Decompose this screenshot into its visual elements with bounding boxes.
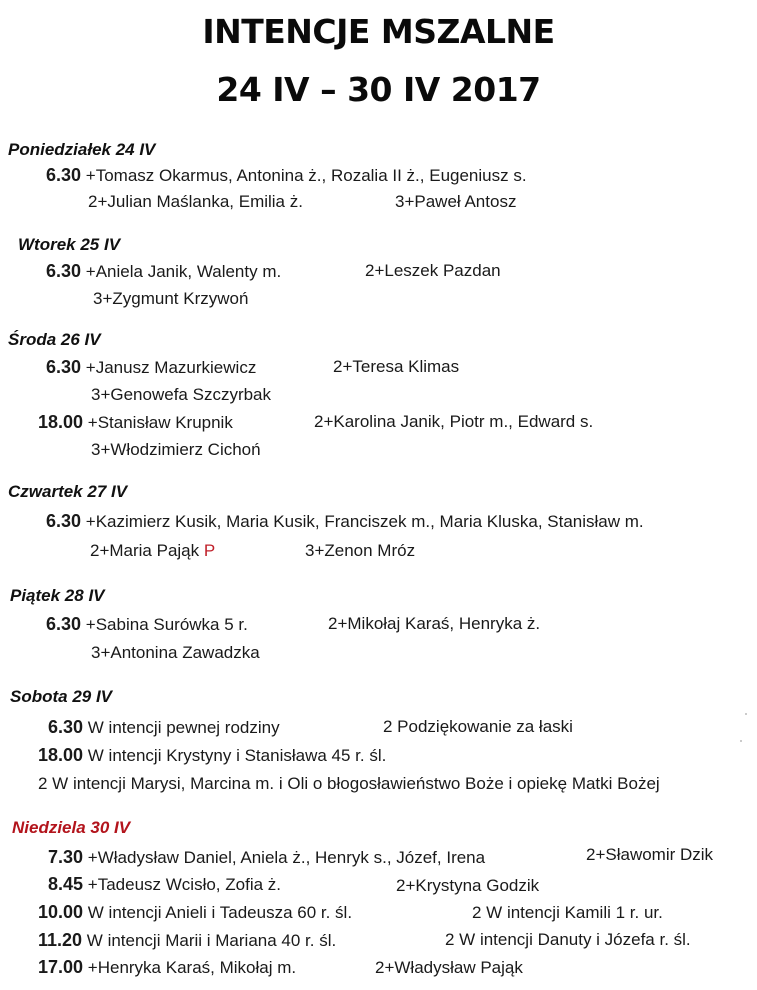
- intention-text: +Janusz Mazurkiewicz: [85, 358, 257, 377]
- intention-text: 2 W intencji Marysi, Marcina m. i Oli o błogosławieństwo Boże i opiekę Matki Bożej: [38, 774, 660, 793]
- intention-text: +Tomasz Okarmus, Antonina ż., Rozalia II ż., Eugeniusz s.: [85, 166, 527, 185]
- intention-text: 2 W intencji Danuty i Józefa r. śl.: [445, 930, 691, 949]
- mass-entry: [48, 847, 485, 868]
- intention-text: 3+Zenon Mróz: [305, 541, 416, 560]
- mass-entry: [46, 165, 527, 186]
- intention-text: [90, 541, 215, 561]
- day-heading-friday: Piątek 28 IV: [10, 586, 105, 605]
- mass-entry: [46, 614, 248, 635]
- intention-text: +Stanisław Krupnik: [87, 413, 233, 432]
- intention-text: +Sabina Surówka 5 r.: [85, 615, 248, 634]
- intention-text: 2+Maria Pająk: [90, 541, 200, 560]
- scan-speck: [740, 740, 742, 742]
- day-heading-thursday: Czwartek 27 IV: [8, 482, 128, 501]
- intention-text: 2+Krystyna Godzik: [396, 876, 540, 895]
- mass-time: 6.30: [48, 717, 84, 737]
- intention-text: 2+Władysław Pająk: [375, 958, 523, 977]
- mass-time: 17.00: [38, 957, 84, 977]
- day-heading-monday: Poniedziałek 24 IV: [8, 140, 156, 159]
- intention-text: 2+Teresa Klimas: [333, 357, 460, 376]
- intention-text: W intencji Anieli i Tadeusza 60 r. śl.: [87, 903, 353, 922]
- mass-entry: [38, 745, 386, 766]
- intention-text: +Władysław Daniel, Aniela ż., Henryk s., Józef, Irena: [87, 848, 486, 867]
- mass-time: 10.00: [38, 902, 84, 922]
- day-heading-saturday: Sobota 29 IV: [10, 687, 113, 706]
- mass-time: 18.00: [38, 745, 84, 765]
- intention-text: 2 W intencji Kamili 1 r. ur.: [472, 903, 663, 922]
- intention-text: 3+Włodzimierz Cichoń: [91, 440, 261, 459]
- intention-text: +Tadeusz Wcisło, Zofia ż.: [87, 875, 281, 894]
- intention-text: 3+Zygmunt Krzywoń: [93, 289, 249, 308]
- document-title: INTENCJE MSZALNE: [202, 12, 555, 51]
- intention-text: 2+Leszek Pazdan: [365, 261, 501, 280]
- intention-text: 2+Sławomir Dzik: [586, 845, 714, 864]
- intention-text: 3+Genowefa Szczyrbak: [91, 385, 272, 404]
- mass-entry: [38, 902, 352, 923]
- intention-text: 2+Mikołaj Karaś, Henryka ż.: [328, 614, 541, 633]
- intention-text: 3+Paweł Antosz: [395, 192, 517, 211]
- day-heading-tuesday: Wtorek 25 IV: [18, 235, 121, 254]
- mass-entry: [38, 930, 336, 951]
- intention-text: 3+Antonina Zawadzka: [91, 643, 260, 662]
- intention-text: W intencji pewnej rodziny: [87, 718, 280, 737]
- annotation-mark: P: [203, 541, 216, 560]
- intention-text: 2 Podziękowanie za łaski: [383, 717, 573, 736]
- mass-entry: [46, 261, 281, 282]
- mass-time: 6.30: [46, 261, 82, 281]
- intention-text: 2+Julian Maślanka, Emilia ż.: [88, 192, 303, 211]
- day-heading-wednesday: Środa 26 IV: [8, 330, 101, 349]
- intention-text: W intencji Marii i Mariana 40 r. śl.: [86, 931, 337, 950]
- intention-text: +Kazimierz Kusik, Maria Kusik, Franciszek m., Maria Kluska, Stanisław m.: [85, 512, 644, 531]
- mass-time: 6.30: [46, 357, 82, 377]
- date-range: 24 IV – 30 IV 2017: [216, 70, 541, 109]
- mass-time: 6.30: [46, 511, 82, 531]
- mass-time: 11.20: [38, 930, 83, 950]
- day-heading-sunday: Niedziela 30 IV: [12, 818, 131, 837]
- scan-speck: [745, 713, 747, 715]
- intention-text: 2+Karolina Janik, Piotr m., Edward s.: [314, 412, 594, 431]
- intention-text: +Henryka Karaś, Mikołaj m.: [87, 958, 297, 977]
- mass-time: 18.00: [38, 412, 84, 432]
- intention-text: W intencji Krystyny i Stanisława 45 r. śl.: [87, 746, 387, 765]
- mass-time: 6.30: [46, 165, 82, 185]
- intention-text: +Aniela Janik, Walenty m.: [85, 262, 282, 281]
- mass-entry: [38, 957, 296, 978]
- mass-entry: [48, 717, 280, 738]
- mass-time: 6.30: [46, 614, 82, 634]
- mass-entry: [46, 511, 644, 532]
- mass-entry: [48, 874, 281, 895]
- mass-entry: [38, 412, 233, 433]
- mass-entry: [46, 357, 256, 378]
- mass-time: 8.45: [48, 874, 84, 894]
- mass-time: 7.30: [48, 847, 84, 867]
